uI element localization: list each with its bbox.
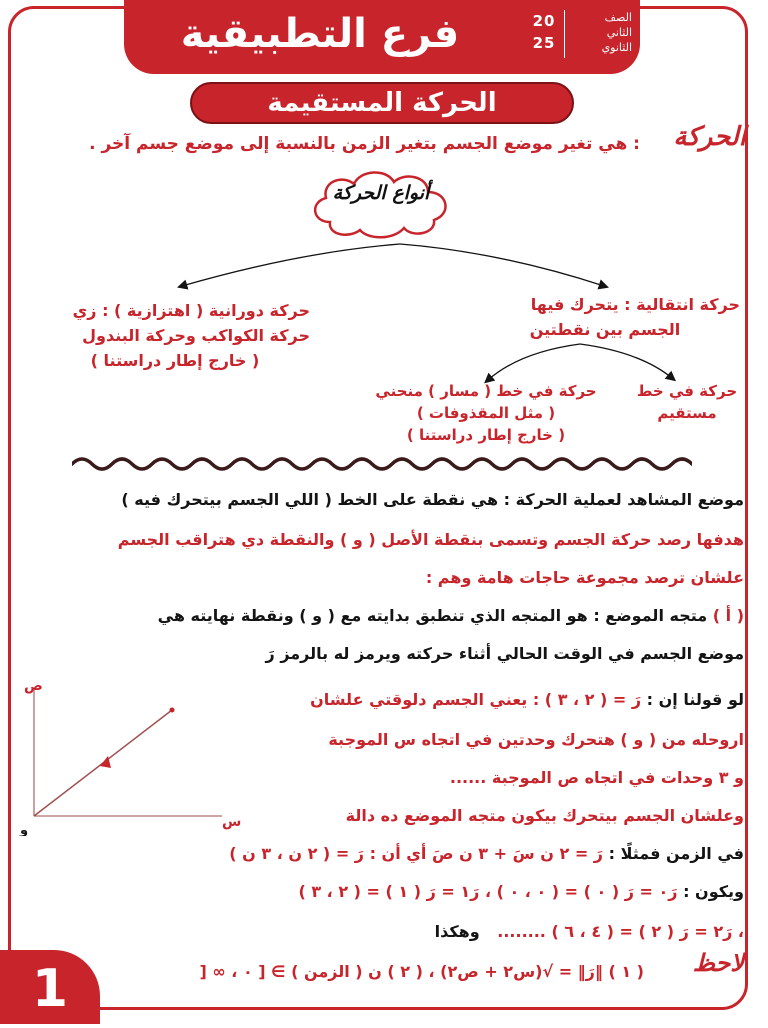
- rotational-motion: [40, 298, 310, 373]
- vector-line-2: موضع الجسم في الوقت الحالي أثناء حركته ويرمز له بالرمز رَ: [265, 644, 744, 663]
- year-line-2: 25: [532, 34, 556, 52]
- example-values-2: ، رَ٢ = رَ ( ٢ ) = ( ٤ ، ٦ ) ........: [497, 922, 744, 941]
- note-text: ( ١ ) ‖رَ‖ = √(س٢ + ص٢) ، ( ٢ ) ن ( الزمن ) ∋ [ ٠ ، ∞ [: [199, 962, 644, 981]
- example-line-2: اروحله من ( و ) هتحرك وحدتين في اتجاه س الموجبة: [328, 730, 744, 749]
- curved-line-2: ( مثل المقذوفات ): [416, 404, 556, 422]
- header-title: فرع التطبيقية: [180, 11, 460, 57]
- example-line-3: و ٣ وحدات في اتجاه ص الموجبة ......: [449, 768, 744, 787]
- grade-line-2: الثاني: [606, 26, 632, 39]
- example-line-5: [24, 844, 744, 863]
- example-values-intro: ويكون :: [683, 882, 744, 901]
- example-line-1: [244, 690, 744, 709]
- definition-label: الحركة: [673, 122, 746, 152]
- page-number: 1: [31, 959, 69, 1019]
- example-line-6: [24, 882, 744, 901]
- curved-line-3: ( خارج إطار دراستنا ): [406, 426, 566, 444]
- straight-line-motion: [632, 380, 742, 424]
- observer-line-3: علشان ترصد مجموعة حاجات هامة وهم :: [425, 568, 744, 587]
- example-line-7: [24, 922, 744, 941]
- position-vector-graph: [12, 676, 248, 836]
- example-values: رَ٠ = رَ ( ٠ ) = ( ٠ ، ٠ ) ، رَ١ = رَ ( ١ ) = ( ٢ ، ٣ ): [298, 882, 678, 901]
- vector-item-marker: ( أ ): [712, 606, 744, 625]
- straight-line-2: مستقيم: [657, 404, 717, 422]
- vector-line-1: [24, 606, 744, 625]
- rotational-line-3: ( خارج إطار دراستنا ): [90, 351, 260, 370]
- rotational-line-2: حركة الكواكب وحركة البندول: [82, 326, 310, 345]
- note-label: لاحظ: [692, 948, 744, 977]
- graph-origin-label: و: [20, 823, 29, 836]
- graph-y-label: ص: [24, 678, 43, 694]
- rotational-line-1: حركة دورانية ( اهتزازية ) : زي: [72, 301, 310, 320]
- lesson-title: الحركة المستقيمة: [190, 82, 574, 124]
- translational-motion: [470, 292, 740, 342]
- types-heading: أنواع الحركة: [332, 182, 430, 204]
- observer-line-1: موضع المشاهد لعملية الحركة : هي نقطة على الخط ( اللي الجسم بيتحرك فيه ): [121, 490, 744, 509]
- definition-text: : هي تغير موضع الجسم بتغير الزمن بالنسبة إلى موضع جسم آخر .: [89, 134, 640, 154]
- observer-line-2: هدفها رصد حركة الجسم وتسمى بنقطة الأصل ( و ) والنقطة دي هتراقب الجسم: [117, 530, 744, 549]
- grade-line-3: الثانوي: [601, 41, 632, 54]
- vector-definition: متجه الموضع : هو المتجه الذي تنطبق بدايته مع ( و ) ونقطة نهايته هي: [157, 606, 708, 625]
- curved-motion: [364, 380, 608, 446]
- wave-divider: [72, 452, 692, 476]
- graph-x-label: س: [222, 814, 242, 830]
- example-text-1: رَ = ( ٢ ، ٣ ) : يعني الجسم دلوقتي علشان: [310, 690, 642, 709]
- example-line-4: وعلشان الجسم بيتحرك بيكون متجه الموضع ده دالة: [345, 806, 744, 825]
- example-function-intro: في الزمن فمثلًا :: [608, 844, 744, 863]
- straight-line-1: حركة في خط: [636, 382, 738, 400]
- translational-line-2: الجسم بين نقطتين: [529, 320, 681, 339]
- example-intro: لو قولنا إن :: [646, 690, 744, 709]
- example-etc: وهكذا: [434, 922, 480, 941]
- curved-line-1: حركة في خط ( مسار ) منحني: [375, 382, 597, 400]
- grade-line-1: الصف: [604, 11, 632, 24]
- translational-line-1: حركة انتقالية : يتحرك فيها: [530, 295, 740, 314]
- year-line-1: 20: [532, 12, 556, 30]
- example-function: رَ = ٢ ن سَ + ٣ ن صَ أي أن : رَ = ( ٢ ن ، ٣ ن ): [229, 844, 604, 863]
